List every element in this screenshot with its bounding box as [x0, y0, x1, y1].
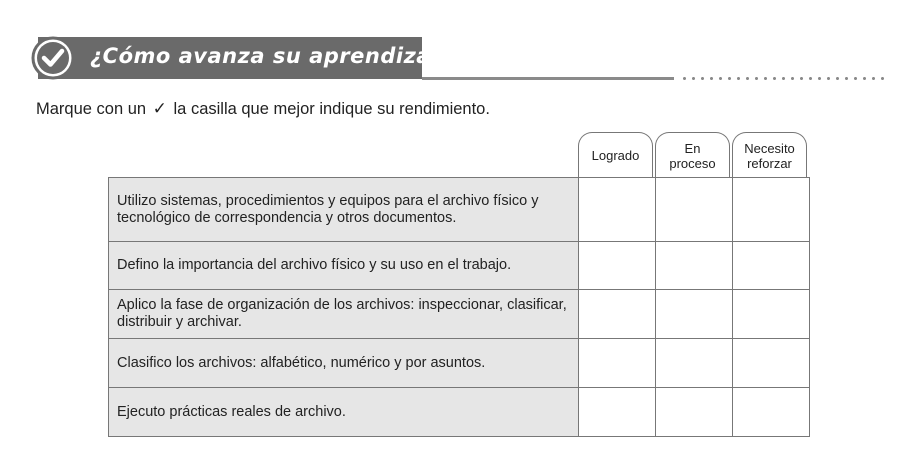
checkbox-cell-necesito-reforzar[interactable]: [733, 290, 810, 339]
checkbox-cell-necesito-reforzar[interactable]: [733, 388, 810, 437]
checkbox-cell-necesito-reforzar[interactable]: [733, 242, 810, 290]
column-header-en-proceso: [655, 132, 730, 178]
row-description: Utilizo sistemas, procedimientos y equipos para el archivo físico y tecnológico de correspondencia y otros documentos.: [109, 178, 579, 242]
checkbox-cell-logrado[interactable]: [579, 290, 656, 339]
instruction-before: Marque con un: [36, 100, 147, 118]
checkbox-cell-logrado[interactable]: [579, 339, 656, 388]
column-header-label: Logrado: [591, 148, 640, 163]
checkbox-cell-logrado[interactable]: [579, 388, 656, 437]
column-header-necesito-reforzar: [732, 132, 807, 178]
table-row: [109, 290, 810, 339]
header-rule: [422, 77, 674, 80]
checkmark-circle-icon: [30, 35, 76, 81]
column-header-logrado: [578, 132, 653, 178]
table-row: [109, 339, 810, 388]
self-assessment-table: [108, 177, 810, 437]
table-row: [109, 242, 810, 290]
row-description: Ejecuto prácticas reales de archivo.: [109, 388, 579, 437]
row-description: Defino la importancia del archivo físico y su uso en el trabajo.: [109, 242, 579, 290]
table-row: [109, 178, 810, 242]
checkbox-cell-logrado[interactable]: [579, 242, 656, 290]
checkbox-cell-en-proceso[interactable]: [656, 290, 733, 339]
checkbox-cell-logrado[interactable]: [579, 178, 656, 242]
checkbox-cell-en-proceso[interactable]: [656, 242, 733, 290]
header-dotted-rule: [680, 77, 885, 80]
instruction-after: la casilla que mejor indique su rendimiento.: [173, 100, 490, 118]
check-mark-icon: ✓: [152, 99, 167, 118]
column-header-label: proceso: [669, 155, 716, 171]
checkbox-cell-necesito-reforzar[interactable]: [733, 178, 810, 242]
checkbox-cell-en-proceso[interactable]: [656, 388, 733, 437]
checkbox-cell-necesito-reforzar[interactable]: [733, 339, 810, 388]
table-row: [109, 388, 810, 437]
checkbox-cell-en-proceso[interactable]: [656, 339, 733, 388]
row-description: Clasifico los archivos: alfabético, numérico y por asuntos.: [109, 339, 579, 388]
checkbox-cell-en-proceso[interactable]: [656, 178, 733, 242]
column-header-label: Necesito: [744, 140, 795, 156]
section-title: ¿Cómo avanza su aprendizaje?: [90, 44, 467, 68]
column-header-label: En: [684, 140, 701, 156]
column-header-label: reforzar: [747, 155, 792, 171]
instruction-text: [36, 99, 490, 119]
row-description: Aplico la fase de organización de los archivos: inspeccionar, clasificar, distribuir y archivar.: [109, 290, 579, 339]
